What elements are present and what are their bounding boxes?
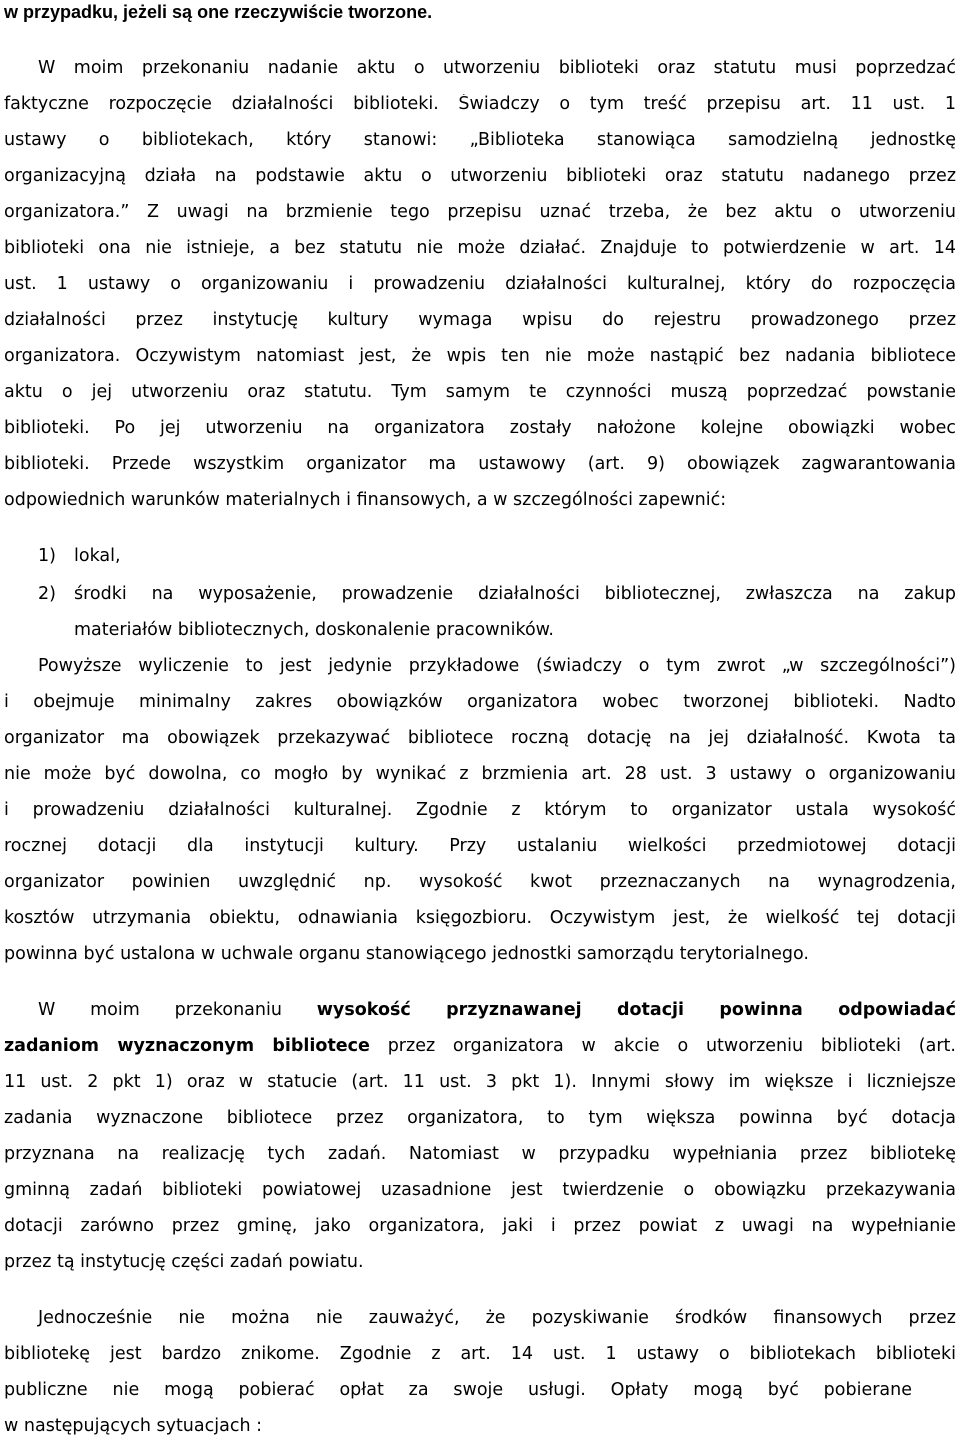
paragraph-line: ustawy o bibliotekach, który stanowi: „Biblioteka stanowiąca samodzielną jednostkę — [4, 130, 956, 150]
paragraph-line: publiczne nie mogą pobierać opłat za swoje usługi. Opłaty mogą być pobierane — [4, 1380, 912, 1400]
paragraph-line: dotacji zarówno przez gminę, jako organizatora, jaki i przez powiat z uwagi na wypełnianie — [4, 1216, 956, 1236]
list-item — [38, 546, 956, 582]
list-item — [38, 584, 956, 620]
list-text: środki na wyposażenie, prowadzenie działalności bibliotecznej, zwłaszcza na zakup — [74, 584, 956, 604]
paragraph-line: w następujących sytuacjach : — [4, 1416, 263, 1436]
paragraph-line: organizatora. Oczywistym natomiast jest, że wpis ten nie może nastąpić bez nadania bibliotece — [4, 346, 956, 366]
paragraph-line — [4, 2, 956, 38]
paragraph-line: faktyczne rozpoczęcie działalności biblioteki. Świadczy o tym treść przepisu art. 11 ust. 1 — [4, 94, 956, 114]
paragraph-line: Jednocześnie nie można nie zauważyć, że pozyskiwanie środków finansowych przez — [38, 1308, 956, 1328]
paragraph-line: przez tą instytucję części zadań powiatu. — [4, 1252, 364, 1272]
paragraph-text: W moim przekonaniu — [38, 1000, 317, 1020]
paragraph-line — [4, 1036, 956, 1072]
paragraph-line: organizator ma obowiązek przekazywać bibliotece roczną dotację na jej działalność. Kwota ta — [4, 728, 956, 748]
paragraph-line: W moim przekonaniu nadanie aktu o utworzeniu biblioteki oraz statutu musi poprzedzać — [38, 58, 956, 78]
paragraph-line: gminną zadań biblioteki powiatowej uzasadnione jest twierdzenie o obowiązku przekazywania — [4, 1180, 956, 1200]
paragraph-line: 11 ust. 2 pkt 1) oraz w statucie (art. 11 ust. 3 pkt 1). Innymi słowy im większe i liczniejsze — [4, 1072, 956, 1092]
list-text: lokal, — [74, 546, 121, 566]
paragraph-line: powinna być ustalona w uchwale organu stanowiącego jednostki samorządu terytorialnego. — [4, 944, 809, 964]
paragraph-line: biblioteki. Po jej utworzeniu na organizatora zostały nałożone kolejne obowiązki wobec — [4, 418, 956, 438]
list-number: 2) — [38, 584, 56, 604]
paragraph-line: odpowiednich warunków materialnych i finansowych, a w szczególności zapewnić: — [4, 490, 727, 510]
paragraph-line: biblioteki. Przede wszystkim organizator ma ustawowy (art. 9) obowiązek zagwarantowania — [4, 454, 956, 474]
paragraph-text: przez organizatora w akcie o utworzeniu biblioteki (art. — [387, 1036, 956, 1056]
paragraph-line: organizatora.” Z uwagi na brzmienie tego przepisu uznać trzeba, że bez aktu o utworzeniu — [4, 202, 956, 222]
paragraph-line: organizacyjną działa na podstawie aktu o utworzeniu biblioteki oraz statutu nadanego przez — [4, 166, 956, 186]
paragraph-line: bibliotekę jest bardzo znikome. Zgodnie z art. 14 ust. 1 ustawy o bibliotekach biblioteki — [4, 1344, 956, 1364]
paragraph-line: aktu o jej utworzeniu oraz statutu. Tym samym te czynności muszą poprzedzać powstanie — [4, 382, 956, 402]
document-page — [4, 0, 956, 1440]
paragraph-line: organizator powinien uwzględnić np. wysokość kwot przeznaczanych na wynagrodzenia, — [4, 872, 956, 892]
paragraph-line: Powyższe wyliczenie to jest jedynie przykładowe (świadczy o tym zwrot „w szczególności”) — [38, 656, 956, 676]
paragraph-line: i obejmuje minimalny zakres obowiązków organizatora wobec tworzonej biblioteki. Nadto — [4, 692, 956, 712]
paragraph-line: ust. 1 ustawy o organizowaniu i prowadzeniu działalności kulturalnej, który do rozpoczęcia — [4, 274, 956, 294]
paragraph-line: zadania wyznaczone bibliotece przez organizatora, to tym większa powinna być dotacja — [4, 1108, 956, 1128]
paragraph-line: nie może być dowolna, co mogło by wynikać z brzmienia art. 28 ust. 3 ustawy o organizowaniu — [4, 764, 956, 784]
paragraph-line: biblioteki ona nie istnieje, a bez statutu nie może działać. Znajduje to potwierdzenie w art. 14 — [4, 238, 956, 258]
paragraph-line: rocznej dotacji dla instytucji kultury. Przy ustalaniu wielkości przedmiotowej dotacji — [4, 836, 956, 856]
bold-text: zadaniom wyznaczonym bibliotece — [4, 1036, 370, 1056]
bold-text: w przypadku, jeżeli są one rzeczywiście tworzone. — [4, 2, 433, 22]
paragraph-line — [4, 1000, 956, 1036]
paragraph-line: kosztów utrzymania obiektu, odnawiania księgozbioru. Oczywistym jest, że wielkość tej dotacji — [4, 908, 956, 928]
paragraph-line: przyznana na realizację tych zadań. Natomiast w przypadku wypełniania przez bibliotekę — [4, 1144, 956, 1164]
bold-text: wysokość przyznawanej dotacji powinna odpowiadać — [316, 1000, 956, 1020]
list-number: 1) — [38, 546, 56, 566]
paragraph-line: i prowadzeniu działalności kulturalnej. Zgodnie z którym to organizator ustala wysokość — [4, 800, 956, 820]
list-item-continuation: materiałów bibliotecznych, doskonalenie pracowników. — [74, 620, 554, 640]
paragraph-line: działalności przez instytucję kultury wymaga wpisu do rejestru prowadzonego przez — [4, 310, 956, 330]
